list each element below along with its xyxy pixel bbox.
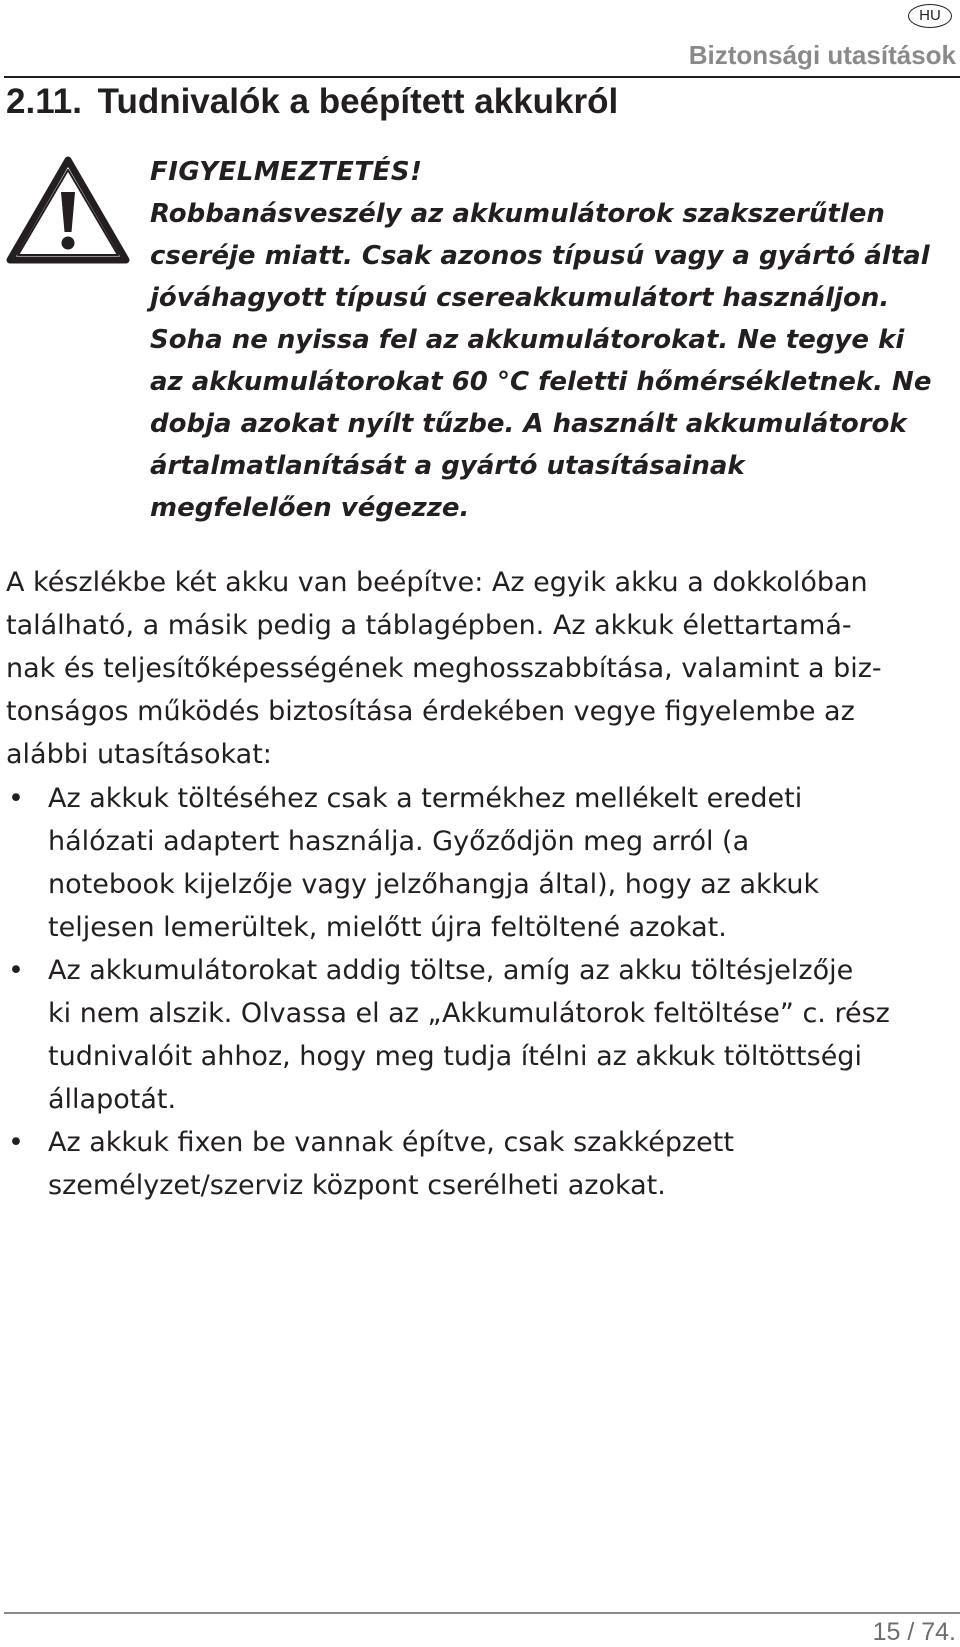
intro-paragraph bbox=[6, 561, 946, 776]
warning-text-line: Robbanásveszély az akkumulátorok szakszerűtlen bbox=[150, 199, 885, 229]
warning-text-line: megfelelően végezze. bbox=[150, 493, 470, 523]
intro-text-line: található, a másik pedig a táblagépben. Az akkuk élettartamá- bbox=[6, 610, 852, 641]
bullet-text-line: állapotát. bbox=[48, 1084, 177, 1115]
warning-text-line: Soha ne nyissa fel az akkumulátorokat. Ne tegye ki bbox=[150, 325, 905, 355]
bullet-text-line: notebook kijelzője vagy jelzőhangja által), hogy az akkuk bbox=[48, 869, 820, 900]
bullet-marker: • bbox=[8, 1127, 24, 1158]
warning-text-line: jóváhagyott típusú csereakkumulátort használjon. bbox=[150, 283, 890, 313]
warning-text-line: cseréje miatt. Csak azonos típusú vagy a gyártó által bbox=[150, 241, 930, 271]
bullet-list bbox=[6, 777, 946, 1207]
intro-text-line: nak és teljesítőképességének meghosszabbítása, valamint a biz- bbox=[6, 653, 882, 684]
warning-triangle-icon bbox=[6, 156, 130, 264]
warning-text-line: ártalmatlanítását a gyártó utasításainak bbox=[150, 451, 745, 481]
language-badge: HU bbox=[908, 4, 952, 28]
warning-block bbox=[150, 151, 950, 529]
intro-text-line: alábbi utasításokat: bbox=[6, 739, 272, 770]
bullet-text-line: hálózati adaptert használja. Győződjön meg arról (a bbox=[48, 826, 750, 857]
intro-text-line: tonságos működés biztosítása érdekében vegye figyelembe az bbox=[6, 696, 855, 727]
section-number: 2.11. bbox=[6, 82, 82, 121]
bullet-text-line: Az akkuk fixen be vannak építve, csak szakképzett bbox=[48, 1127, 734, 1158]
page-number: 15 / 74. bbox=[872, 1618, 956, 1646]
bullet-text-line: tudnivalóit ahhoz, hogy meg tudja ítélni az akkuk töltöttségi bbox=[48, 1041, 862, 1072]
bullet-text-line: Az akkumulátorokat addig töltse, amíg az akku töltésjelzője bbox=[48, 955, 854, 986]
warning-text-line: dobja azokat nyílt tűzbe. A használt akkumulátorok bbox=[150, 409, 907, 439]
section-title: Tudnivalók a beépített akkukról bbox=[97, 82, 619, 121]
bullet-text-line: teljesen lemerültek, mielőtt újra feltöltené azokat. bbox=[48, 912, 727, 943]
running-header-title: Biztonsági utasítások bbox=[688, 40, 956, 70]
warning-text-line: az akkumulátorokat 60 °C feletti hőmérsékletnek. Ne bbox=[150, 367, 932, 397]
section-heading bbox=[6, 82, 618, 122]
header-divider bbox=[4, 76, 960, 78]
bullet-text-line: Az akkuk töltéséhez csak a termékhez mellékelt eredeti bbox=[48, 783, 803, 814]
bullet-marker: • bbox=[8, 783, 24, 814]
bullet-item bbox=[6, 1121, 946, 1207]
footer-divider bbox=[4, 1612, 960, 1614]
intro-text-line: A készlékbe két akku van beépítve: Az egyik akku a dokkolóban bbox=[6, 567, 868, 598]
bullet-item bbox=[6, 949, 946, 1121]
bullet-text-line: ki nem alszik. Olvassa el az „Akkumulátorok feltöltése” c. rész bbox=[48, 998, 890, 1029]
bullet-item bbox=[6, 777, 946, 949]
bullet-marker: • bbox=[8, 955, 24, 986]
warning-title: FIGYELMEZTETÉS! bbox=[150, 157, 423, 187]
bullet-text-line: személyzet/szerviz központ cserélheti azokat. bbox=[48, 1170, 666, 1201]
